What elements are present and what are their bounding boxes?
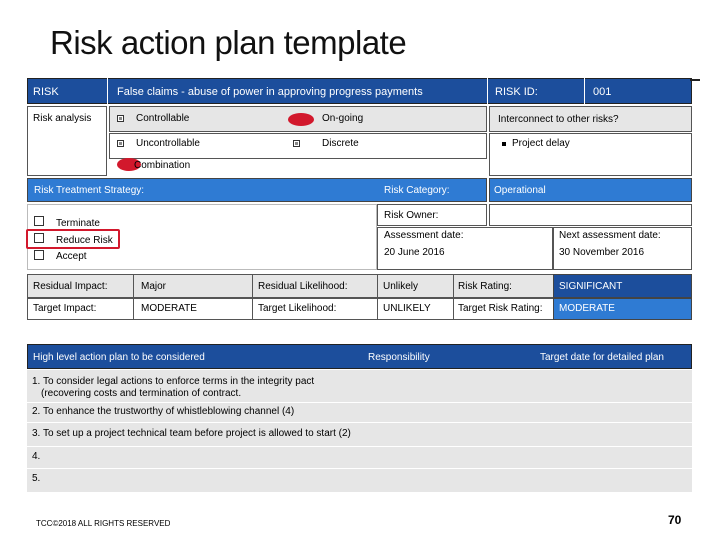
assessment-date-cell <box>377 227 553 270</box>
plan-item-2: 2. To enhance the trustworthy of whistleblowing channel (4) <box>32 406 295 417</box>
risk-category-value: Operational <box>494 185 546 196</box>
accept-checkbox[interactable] <box>34 250 44 260</box>
project-delay-label: Project delay <box>512 138 570 149</box>
plan-column-responsibility: Responsibility <box>368 352 430 363</box>
plan-column-target-date: Target date for detailed plan <box>540 352 664 363</box>
next-assessment-cell <box>553 227 692 270</box>
next-assessment-value: 30 November 2016 <box>559 247 645 258</box>
target-impact-label: Target Impact: <box>33 303 97 314</box>
terminate-checkbox[interactable] <box>34 216 44 226</box>
risk-rating-value: SIGNIFICANT <box>559 281 623 292</box>
reduce-risk-checkbox[interactable] <box>34 233 44 243</box>
plan-row-divider <box>27 422 692 423</box>
target-rating-value: MODERATE <box>559 303 615 314</box>
header-divider-3 <box>584 78 585 104</box>
plan-item-1-line-2: (recovering costs and termination of contract. <box>41 388 242 399</box>
action-plan-body <box>27 370 692 492</box>
risk-header-row <box>27 78 692 104</box>
target-likelihood-value: UNLIKELY <box>383 303 431 314</box>
ratings-divider-3 <box>377 274 378 320</box>
risk-label: RISK <box>33 86 59 98</box>
interconnect-label: Interconnect to other risks? <box>498 114 619 125</box>
project-delay-cell <box>489 133 692 176</box>
plan-column-action: High level action plan to be considered <box>33 352 205 363</box>
plan-item-3: 3. To set up a project technical team before project is allowed to start (2) <box>32 428 351 439</box>
plan-row-divider <box>27 402 692 403</box>
ongoing-label: On-going <box>322 113 364 124</box>
residual-likelihood-label: Residual Likelihood: <box>258 281 348 292</box>
risk-owner-value-cell <box>489 204 692 226</box>
plan-item-1-line-1: 1. To consider legal actions to enforce terms in the integrity pact <box>32 376 315 387</box>
copyright: TCC©2018 ALL RIGHTS RESERVED <box>36 519 171 528</box>
accept-label: Accept <box>56 251 87 262</box>
plan-item-5: 5. <box>32 473 41 484</box>
uncontrollable-checkbox[interactable] <box>117 140 124 147</box>
residual-impact-label: Residual Impact: <box>33 281 108 292</box>
terminate-label: Terminate <box>56 218 100 229</box>
target-impact-value: MODERATE <box>141 303 197 314</box>
risk-description: False claims - abuse of power in approving progress payments <box>117 86 423 98</box>
risk-category-value-cell <box>489 178 692 202</box>
uncontrollable-label: Uncontrollable <box>136 138 200 149</box>
ratings-divider-1 <box>133 274 134 320</box>
discrete-checkbox[interactable] <box>293 140 300 147</box>
ratings-divider-2 <box>252 274 253 320</box>
residual-likelihood-value: Unlikely <box>383 281 419 292</box>
plan-row-divider <box>27 468 692 469</box>
target-likelihood-label: Target Likelihood: <box>258 303 337 314</box>
treatment-strategy-label: Risk Treatment Strategy: <box>34 185 145 196</box>
risk-id-value: 001 <box>593 86 612 98</box>
risk-id-label: RISK ID: <box>495 86 538 98</box>
risk-category-label: Risk Category: <box>384 185 450 196</box>
next-assessment-label: Next assessment date: <box>559 230 661 241</box>
assessment-date-value: 20 June 2016 <box>384 247 445 258</box>
risk-rating-label: Risk Rating: <box>458 281 512 292</box>
assessment-date-label: Assessment date: <box>384 230 464 241</box>
controllable-checkbox[interactable] <box>117 115 124 122</box>
action-plan-header <box>27 344 692 369</box>
page-number: 70 <box>668 513 682 527</box>
reduce-risk-label: Reduce Risk <box>56 235 113 246</box>
plan-item-4: 4. <box>32 451 41 462</box>
ratings-divider-4 <box>453 274 454 320</box>
page-title: Risk action plan template <box>50 24 407 61</box>
risk-owner-label: Risk Owner: <box>384 210 439 221</box>
risk-owner-cell <box>377 204 487 226</box>
target-rating-label: Target Risk Rating: <box>458 303 543 314</box>
header-line-right <box>690 79 700 81</box>
header-divider-2 <box>487 78 488 104</box>
treatment-strategy-header <box>27 178 487 202</box>
combination-label: Combination <box>134 160 191 171</box>
risk-analysis-label: Risk analysis <box>33 113 92 124</box>
plan-row-divider <box>27 446 692 447</box>
discrete-label: Discrete <box>322 138 359 149</box>
residual-impact-value: Major <box>141 281 167 292</box>
risk-analysis-label-cell <box>27 106 107 176</box>
interconnect-cell <box>489 106 692 132</box>
header-divider-1 <box>107 78 108 104</box>
controllable-label: Controllable <box>136 113 190 124</box>
project-delay-bullet <box>502 142 506 146</box>
ongoing-indicator <box>288 113 314 126</box>
